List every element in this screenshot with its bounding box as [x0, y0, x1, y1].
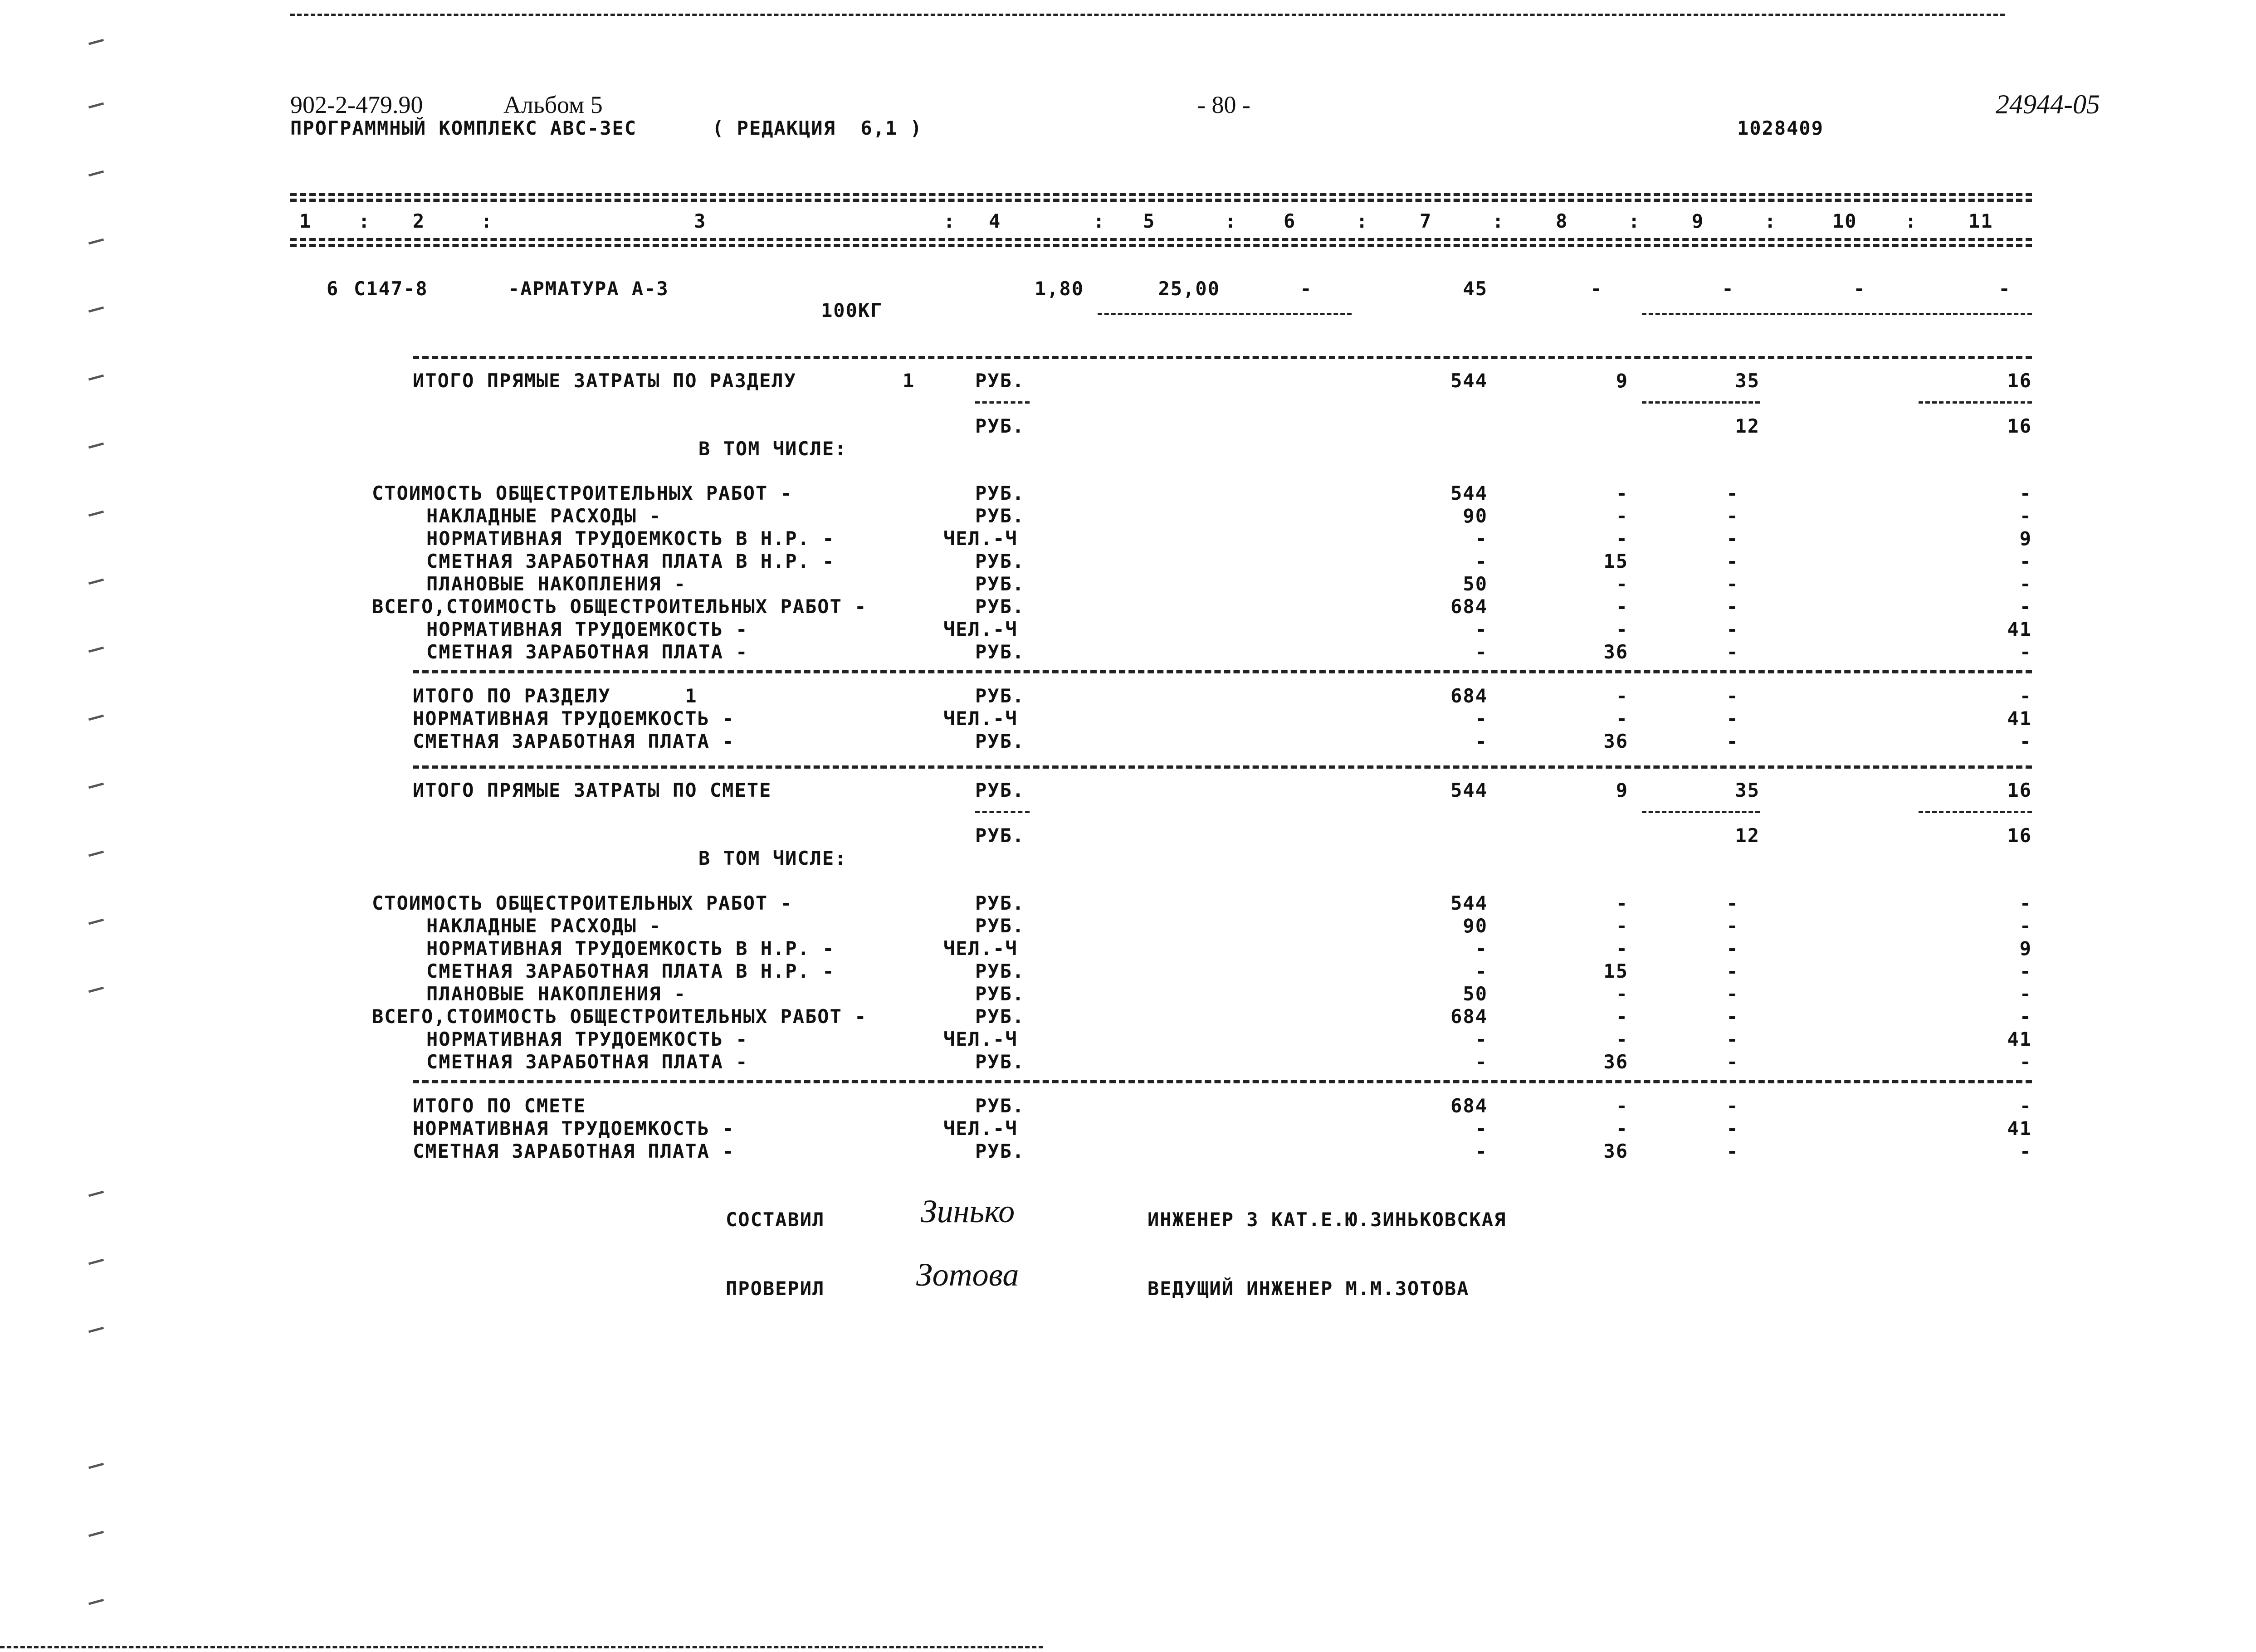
section-including: В ТОМ ЧИСЛЕ: [698, 438, 847, 460]
estimate-sub-unit: РУБ. [975, 824, 1025, 847]
edition-label: ( РЕДАКЦИЯ 6,1 ) [712, 117, 923, 139]
margin-mark [88, 1463, 104, 1469]
column-header-7: 7 [1420, 210, 1432, 232]
row-c9: - [1726, 595, 1739, 618]
section-direct-unit-rule [975, 401, 1030, 404]
doc-id: 1028409 [1737, 117, 1824, 139]
program-line: ПРОГРАММНЫЙ КОМПЛЕКС АВС-3ЕС [290, 117, 637, 139]
header-rule-top-2 [290, 199, 2032, 202]
row-unit: РУБ. [975, 641, 1025, 663]
margin-mark [88, 579, 104, 585]
row-c11: 9 [2019, 937, 2032, 960]
margin-mark [88, 39, 104, 45]
row-c7: 684 [1450, 1095, 1488, 1117]
row-c7: 50 [1463, 573, 1488, 595]
row-unit: РУБ. [975, 915, 1025, 937]
row-c11: - [2019, 892, 2032, 914]
row-c9: - [1726, 960, 1739, 982]
item-col10: - [1853, 278, 1866, 300]
row-c9: - [1726, 983, 1739, 1005]
row-c11: 41 [2007, 707, 2032, 730]
item-col9: - [1722, 278, 1734, 300]
margin-mark [88, 987, 104, 993]
row-c9: - [1726, 730, 1739, 752]
row-label: НАКЛАДНЫЕ РАСХОДЫ - [426, 505, 662, 527]
row-c11: - [2019, 595, 2032, 618]
column-header-5: 5 [1143, 210, 1156, 232]
row-c8: - [1616, 573, 1628, 595]
row-c11: - [2019, 1051, 2032, 1073]
row-unit: РУБ. [975, 892, 1025, 914]
row-label: НОРМАТИВНАЯ ТРУДОЕМКОСТЬ - [413, 707, 735, 730]
row-c11: - [2019, 550, 2032, 572]
margin-mark [88, 307, 104, 313]
row-c7: - [1475, 730, 1488, 752]
row-unit: РУБ. [975, 960, 1025, 982]
column-header-11: 11 [1968, 210, 1993, 232]
checked-label: ПРОВЕРИЛ [726, 1277, 825, 1300]
row-c11: 41 [2007, 1117, 2032, 1140]
row-c9: - [1726, 707, 1739, 730]
estimate-direct-unit: РУБ. [975, 779, 1025, 801]
column-header-2: 2 [413, 210, 425, 232]
bottom-edge-line [0, 1646, 1043, 1648]
column-separator: : [1628, 210, 1641, 232]
row-c9: - [1726, 550, 1739, 572]
row-label: СМЕТНАЯ ЗАРАБОТНАЯ ПЛАТА - [426, 1051, 748, 1073]
section-sub-unit: РУБ. [975, 415, 1025, 437]
row-unit: РУБ. [975, 1051, 1025, 1073]
estimate-direct-c9: 35 [1735, 779, 1760, 801]
section-direct-c9-rule [1642, 401, 1760, 404]
row-c7: 544 [1450, 482, 1488, 504]
row-c8: 36 [1603, 641, 1628, 663]
header-rule-bottom [290, 238, 2032, 241]
compiled-signature: Зинько [921, 1193, 1015, 1229]
item-subrule-9 [1642, 313, 2032, 315]
column-header-9: 9 [1692, 210, 1704, 232]
column-separator: : [1093, 210, 1106, 232]
row-c8: - [1616, 983, 1628, 1005]
row-c7: 544 [1450, 892, 1488, 914]
checked-by: ВЕДУЩИЙ ИНЖЕНЕР М.М.ЗОТОВА [1148, 1277, 1470, 1300]
row-unit: ЧЕЛ.-Ч [943, 1117, 1018, 1140]
row-label: СМЕТНАЯ ЗАРАБОТНАЯ ПЛАТА В Н.Р. - [426, 550, 835, 572]
row-unit: ЧЕЛ.-Ч [943, 937, 1018, 960]
row-c11: - [2019, 960, 2032, 982]
row-c11: - [2019, 915, 2032, 937]
row-c7: - [1475, 1140, 1488, 1162]
row-c7: 50 [1463, 983, 1488, 1005]
top-edge-line [290, 14, 2005, 16]
section-direct-c7: 544 [1450, 370, 1488, 392]
row-c11: - [2019, 1140, 2032, 1162]
item-col11: - [1998, 278, 2011, 300]
row-label: ИТОГО ПО РАЗДЕЛУ 1 [413, 685, 698, 707]
row-c8: - [1616, 707, 1628, 730]
row-c11: 41 [2007, 1028, 2032, 1050]
row-label: НОРМАТИВНАЯ ТРУДОЕМКОСТЬ - [413, 1117, 735, 1140]
column-header-3: 3 [694, 210, 707, 232]
row-c7: - [1475, 1051, 1488, 1073]
row-c9: - [1726, 618, 1739, 640]
section-direct-unit: РУБ. [975, 370, 1025, 392]
row-c11: - [2019, 1095, 2032, 1117]
estimate-rule-1 [413, 765, 2032, 769]
margin-mark [88, 375, 104, 381]
row-unit: РУБ. [975, 505, 1025, 527]
row-c8: - [1616, 892, 1628, 914]
estimate-direct-c9-rule [1642, 811, 1760, 813]
row-c11: - [2019, 641, 2032, 663]
row-unit: РУБ. [975, 685, 1025, 707]
item-unit: 100КГ [821, 299, 883, 322]
item-number: 6 [327, 278, 339, 300]
margin-mark [88, 919, 104, 925]
estimate-direct-c11: 16 [2007, 779, 2032, 801]
compiled-label: СОСТАВИЛ [726, 1209, 825, 1231]
row-c9: - [1726, 641, 1739, 663]
row-c7: - [1475, 618, 1488, 640]
row-label: СМЕТНАЯ ЗАРАБОТНАЯ ПЛАТА - [426, 641, 748, 663]
margin-mark [88, 783, 104, 789]
row-c7: - [1475, 550, 1488, 572]
row-c9: - [1726, 1005, 1739, 1028]
row-unit: ЧЕЛ.-Ч [943, 527, 1018, 550]
margin-mark [88, 171, 104, 177]
estimate-direct-c8: 9 [1616, 779, 1628, 801]
row-unit: РУБ. [975, 595, 1025, 618]
column-header-4: 4 [989, 210, 1001, 232]
row-unit: РУБ. [975, 482, 1025, 504]
row-c7: - [1475, 641, 1488, 663]
row-c11: - [2019, 983, 2032, 1005]
estimate-direct-c11-rule [1919, 811, 2032, 813]
row-c11: - [2019, 482, 2032, 504]
header-rule-bottom-2 [290, 244, 2032, 247]
row-c11: 41 [2007, 618, 2032, 640]
row-label: СМЕТНАЯ ЗАРАБОТНАЯ ПЛАТА В Н.Р. - [426, 960, 835, 982]
item-col6: - [1300, 278, 1313, 300]
row-unit: ЧЕЛ.-Ч [943, 618, 1018, 640]
item-col8: - [1590, 278, 1603, 300]
column-separator: : [481, 210, 493, 232]
row-c9: - [1726, 915, 1739, 937]
column-separator: : [358, 210, 371, 232]
row-unit: РУБ. [975, 1095, 1025, 1117]
row-c9: - [1726, 527, 1739, 550]
row-unit: РУБ. [975, 1005, 1025, 1028]
row-label: ВСЕГО,СТОИМОСТЬ ОБЩЕСТРОИТЕЛЬНЫХ РАБОТ - [372, 1005, 867, 1028]
row-c8: - [1616, 1117, 1628, 1140]
row-label: СМЕТНАЯ ЗАРАБОТНАЯ ПЛАТА - [413, 730, 735, 752]
section-sub-c9: 12 [1735, 415, 1760, 437]
column-separator: : [1356, 210, 1369, 232]
item-name: -АРМАТУРА А-3 [508, 278, 669, 300]
compiled-by: ИНЖЕНЕР 3 КАТ.Е.Ю.ЗИНЬКОВСКАЯ [1148, 1209, 1507, 1231]
estimate-direct-c7: 544 [1450, 779, 1488, 801]
row-c7: 684 [1450, 595, 1488, 618]
estimate-rule-2 [413, 1080, 2032, 1083]
margin-mark [88, 239, 104, 245]
row-c9: - [1726, 482, 1739, 504]
item-col7: 45 [1463, 278, 1488, 300]
column-header-10: 10 [1832, 210, 1857, 232]
row-c9: - [1726, 1028, 1739, 1050]
item-subrule-5 [1098, 313, 1352, 315]
row-c11: - [2019, 1005, 2032, 1028]
row-label: СМЕТНАЯ ЗАРАБОТНАЯ ПЛАТА - [413, 1140, 735, 1162]
estimate-including: В ТОМ ЧИСЛЕ: [698, 847, 847, 869]
estimate-sub-c9: 12 [1735, 824, 1760, 847]
row-c9: - [1726, 1117, 1739, 1140]
row-c9: - [1726, 892, 1739, 914]
row-c11: - [2019, 573, 2032, 595]
margin-mark [88, 1191, 104, 1197]
doc-code: 902-2-479.90 [290, 91, 423, 118]
margin-mark [88, 1599, 104, 1605]
row-c11: 9 [2019, 527, 2032, 550]
row-label: ПЛАНОВЫЕ НАКОПЛЕНИЯ - [426, 573, 687, 595]
row-c8: 36 [1603, 1051, 1628, 1073]
row-c8: - [1616, 482, 1628, 504]
section-direct-title: ИТОГО ПРЯМЫЕ ЗАТРАТЫ ПО РАЗДЕЛУ [413, 370, 796, 392]
column-header-1: 1 [299, 210, 312, 232]
row-label: НАКЛАДНЫЕ РАСХОДЫ - [426, 915, 662, 937]
row-c8: - [1616, 915, 1628, 937]
row-c7: - [1475, 960, 1488, 982]
row-c7: 90 [1463, 915, 1488, 937]
row-c8: - [1616, 937, 1628, 960]
section-direct-c11: 16 [2007, 370, 2032, 392]
section-sub-c11: 16 [2007, 415, 2032, 437]
margin-mark [88, 1327, 104, 1333]
row-c8: 36 [1603, 1140, 1628, 1162]
row-c9: - [1726, 1140, 1739, 1162]
row-unit: ЧЕЛ.-Ч [943, 1028, 1018, 1050]
row-c11: - [2019, 505, 2032, 527]
row-c9: - [1726, 505, 1739, 527]
row-label: НОРМАТИВНАЯ ТРУДОЕМКОСТЬ В Н.Р. - [426, 937, 835, 960]
row-c7: - [1475, 937, 1488, 960]
album-label: Альбом 5 [503, 91, 603, 118]
row-label: НОРМАТИВНАЯ ТРУДОЕМКОСТЬ В Н.Р. - [426, 527, 835, 550]
row-label: ИТОГО ПО СМЕТЕ [413, 1095, 586, 1117]
row-c8: 15 [1603, 960, 1628, 982]
row-label: ВСЕГО,СТОИМОСТЬ ОБЩЕСТРОИТЕЛЬНЫХ РАБОТ - [372, 595, 867, 618]
item-price: 25,00 [1158, 278, 1220, 300]
row-c7: - [1475, 1117, 1488, 1140]
row-c8: 36 [1603, 730, 1628, 752]
row-unit: РУБ. [975, 983, 1025, 1005]
row-c7: 684 [1450, 1005, 1488, 1028]
row-unit: РУБ. [975, 730, 1025, 752]
row-unit: РУБ. [975, 550, 1025, 572]
section-direct-c8: 9 [1616, 370, 1628, 392]
estimate-direct-title: ИТОГО ПРЯМЫЕ ЗАТРАТЫ ПО СМЕТЕ [413, 779, 772, 801]
row-label: СТОИМОСТЬ ОБЩЕСТРОИТЕЛЬНЫХ РАБОТ - [372, 482, 793, 504]
column-separator: : [1905, 210, 1918, 232]
row-c8: 15 [1603, 550, 1628, 572]
header-rule-top [290, 193, 2032, 196]
row-c8: - [1616, 685, 1628, 707]
section-rule-2 [413, 670, 2032, 673]
section-direct-c11-rule [1919, 401, 2032, 404]
row-label: НОРМАТИВНАЯ ТРУДОЕМКОСТЬ - [426, 618, 748, 640]
row-c9: - [1726, 573, 1739, 595]
page-number: - 80 - [1197, 91, 1250, 118]
margin-mark [88, 1259, 104, 1265]
column-separator: : [1492, 210, 1505, 232]
row-c7: - [1475, 1028, 1488, 1050]
row-unit: РУБ. [975, 1140, 1025, 1162]
row-unit: ЧЕЛ.-Ч [943, 707, 1018, 730]
section-direct-c9: 35 [1735, 370, 1760, 392]
column-header-6: 6 [1284, 210, 1296, 232]
item-quantity: 1,80 [1034, 278, 1084, 300]
margin-mark [88, 511, 104, 517]
row-c7: 90 [1463, 505, 1488, 527]
estimate-sub-c11: 16 [2007, 824, 2032, 847]
row-label: СТОИМОСТЬ ОБЩЕСТРОИТЕЛЬНЫХ РАБОТ - [372, 892, 793, 914]
row-c9: - [1726, 1051, 1739, 1073]
margin-mark [88, 102, 104, 109]
row-c8: - [1616, 1028, 1628, 1050]
row-c8: - [1616, 505, 1628, 527]
estimate-direct-unit-rule [975, 811, 1030, 813]
margin-mark [88, 851, 104, 857]
column-separator: : [1225, 210, 1237, 232]
margin-mark [88, 1531, 104, 1537]
section-rule-1 [413, 356, 2032, 359]
row-label: ПЛАНОВЫЕ НАКОПЛЕНИЯ - [426, 983, 687, 1005]
row-c7: - [1475, 707, 1488, 730]
row-c11: - [2019, 685, 2032, 707]
row-c8: - [1616, 527, 1628, 550]
section-direct-num: 1 [903, 370, 915, 392]
row-c7: 684 [1450, 685, 1488, 707]
row-c8: - [1616, 1005, 1628, 1028]
row-c9: - [1726, 685, 1739, 707]
column-header-8: 8 [1556, 210, 1568, 232]
margin-mark [88, 715, 104, 721]
row-c11: - [2019, 730, 2032, 752]
archive-number: 24944-05 [1996, 89, 2100, 119]
row-label: НОРМАТИВНАЯ ТРУДОЕМКОСТЬ - [426, 1028, 748, 1050]
column-separator: : [943, 210, 956, 232]
row-unit: РУБ. [975, 573, 1025, 595]
row-c8: - [1616, 1095, 1628, 1117]
row-c9: - [1726, 1095, 1739, 1117]
margin-mark [88, 647, 104, 653]
item-code: С147-8 [354, 278, 428, 300]
row-c7: - [1475, 527, 1488, 550]
checked-signature: Зотова [916, 1257, 1019, 1293]
row-c9: - [1726, 937, 1739, 960]
row-c8: - [1616, 595, 1628, 618]
margin-mark [88, 443, 104, 449]
column-separator: : [1764, 210, 1777, 232]
row-c8: - [1616, 618, 1628, 640]
